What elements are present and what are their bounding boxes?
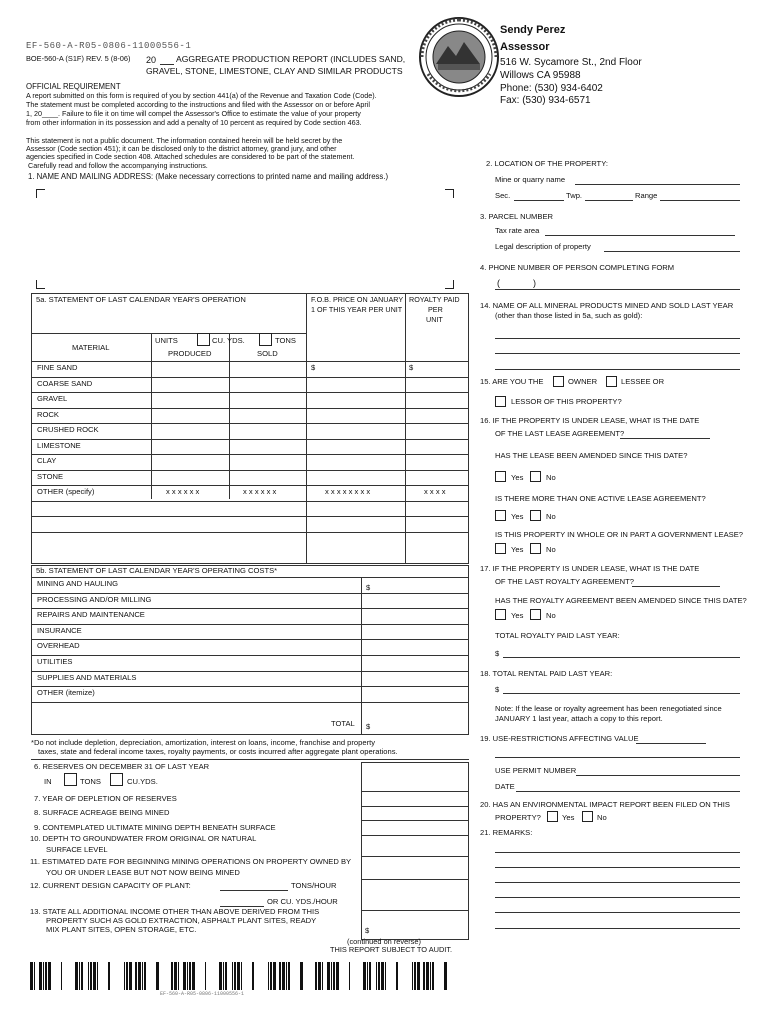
public-notice-line: agencies specified in Code section 408. Attached schedules are considered to be part of the statement. xyxy=(26,152,355,161)
q14-label-2: (other than those listed in 5a, such as gold): xyxy=(495,311,643,320)
x-marks-royalty: x x x x xyxy=(424,487,446,496)
barcode-bar xyxy=(232,962,233,990)
no-label: No xyxy=(546,545,556,554)
barcode-bar xyxy=(39,962,42,990)
barcode-bar xyxy=(93,962,96,990)
q8-label: 8. SURFACE ACREAGE BEING MINED xyxy=(34,808,170,817)
cost-item-label: REPAIRS AND MAINTENANCE xyxy=(37,610,145,619)
q13-label-2: PROPERTY SUCH AS GOLD EXTRACTION, ASPHALT PLANT SITES, READY xyxy=(46,916,317,925)
tons-per-hour-field[interactable] xyxy=(220,890,288,891)
table-divider xyxy=(151,333,152,499)
barcode-bar xyxy=(43,962,44,990)
groundwater-depth-field[interactable] xyxy=(362,836,468,855)
assessor-phone: Phone: (530) 934-6402 xyxy=(500,83,603,94)
q19-permit-label: USE PERMIT NUMBER xyxy=(495,766,577,775)
footnote-2: taxes, state and federal income taxes, royalty payments, or costs incurred after aggregate plant operations. xyxy=(38,747,398,756)
material-label: GRAVEL xyxy=(37,394,68,403)
official-requirement-line: The statement must be completed according to the instructions and filed with the Assessor on or before April xyxy=(26,100,370,109)
q20-label-2: PROPERTY? xyxy=(495,813,541,822)
yes-label: Yes xyxy=(511,611,524,620)
assessor-address2: Willows CA 95988 xyxy=(500,70,581,81)
cost-row-line xyxy=(31,655,469,656)
beginning-date-field[interactable] xyxy=(362,857,468,878)
address-corner xyxy=(36,280,45,289)
cost-row-line xyxy=(31,639,469,640)
barcode xyxy=(30,962,455,990)
q12-cu-hour: OR CU. YDS./HOUR xyxy=(267,897,338,906)
cost-row-line xyxy=(31,686,469,687)
assessor-title: Assessor xyxy=(500,41,550,53)
q2-range-label: Range xyxy=(635,191,658,200)
no-label: No xyxy=(546,473,556,482)
cost-item-label: SUPPLIES AND MATERIALS xyxy=(37,673,137,682)
table-divider xyxy=(229,333,230,499)
barcode-bar xyxy=(241,962,242,990)
barcode-bar xyxy=(205,962,206,990)
assessor-name: Sendy Perez xyxy=(500,24,566,36)
barcode-bar xyxy=(45,962,47,990)
mineral-products-field[interactable] xyxy=(495,353,740,354)
q16-label-1: 16. IF THE PROPERTY IS UNDER LEASE, WHAT IS THE DATE xyxy=(480,416,700,425)
barcode-bar xyxy=(189,962,191,990)
barcode-bar xyxy=(61,962,62,990)
q2-sec-label: Sec. xyxy=(495,191,511,200)
address-corner xyxy=(36,189,45,198)
barcode-bar xyxy=(412,962,413,990)
section-5a-title: 5a. STATEMENT OF LAST CALENDAR YEAR'S OPERATION xyxy=(36,295,246,304)
barcode-bar xyxy=(187,962,188,990)
county-seal-logo xyxy=(418,16,500,98)
dollar-sign: $ xyxy=(495,649,500,658)
cost-row-line xyxy=(31,593,469,594)
assessor-address1: 516 W. Sycamore St., 2nd Floor xyxy=(500,57,642,68)
public-notice-line: This statement is not a public document. The information contained herein will be held secret by the xyxy=(26,136,343,145)
barcode-bar xyxy=(315,962,317,990)
report-title-1: AGGREGATE PRODUCTION REPORT (INCLUDES SAND, xyxy=(176,54,406,64)
material-label: OTHER (specify) xyxy=(37,487,95,496)
use-permit-field[interactable] xyxy=(576,775,740,776)
tons-label: TONS xyxy=(275,336,296,345)
official-requirement-line: from other information in its possession and add a penalty of 10 percent as required by Code section 463. xyxy=(26,118,362,127)
barcode-bar xyxy=(178,962,179,990)
q2-label: 2. LOCATION OF THE PROPERTY: xyxy=(486,159,608,168)
year-blank[interactable] xyxy=(160,64,174,65)
barcode-bar xyxy=(414,962,416,990)
barcode-bar xyxy=(378,962,380,990)
fob-dollar: $ xyxy=(311,363,316,372)
table-divider xyxy=(405,293,406,564)
barcode-bar xyxy=(430,962,431,990)
remarks-field[interactable] xyxy=(495,912,740,913)
lessor-checkbox[interactable] xyxy=(495,396,506,407)
barcode-bar xyxy=(396,962,398,990)
q16-gov-label: IS THIS PROPERTY IN WHOLE OR IN PART A GOVERNMENT LEASE? xyxy=(495,530,743,539)
barcode-bar xyxy=(48,962,51,990)
q6-tons-label: TONS xyxy=(80,777,101,786)
q3-tax-rate-label: Tax rate area xyxy=(495,226,540,235)
phone-paren-open: ( xyxy=(497,278,500,288)
q11-label-1: 11. ESTIMATED DATE FOR BEGINNING MINING OPERATIONS ON PROPERTY OWNED BY xyxy=(30,857,352,866)
form-id: EF-560-A-R05-0806-11000556-1 xyxy=(26,41,192,51)
tax-rate-area-field[interactable] xyxy=(545,235,735,236)
barcode-bar xyxy=(279,962,281,990)
material-label: ROCK xyxy=(37,410,59,419)
q17-label-2: OF THE LAST ROYALTY AGREEMENT? xyxy=(495,577,634,586)
produced-header: PRODUCED xyxy=(168,349,212,358)
remarks-field[interactable] xyxy=(495,852,740,853)
official-requirement-line: 1, 20____. Failure to file it on time will compel the Assessor's Office to estimate the value of your property xyxy=(26,109,361,118)
table-row-line xyxy=(31,485,469,486)
royalty-header-3: UNIT xyxy=(426,315,443,324)
dollar-sign: $ xyxy=(495,685,500,694)
fob-header-1: F.O.B. PRICE ON JANUARY xyxy=(311,295,404,304)
table-row-line xyxy=(31,470,469,471)
q13-label-1: 13. STATE ALL ADDITIONAL INCOME OTHER THAN ABOVE DERIVED FROM THIS xyxy=(30,907,320,916)
barcode-bar xyxy=(369,962,371,990)
assessor-fax: Fax: (530) 934-6571 xyxy=(500,95,591,106)
q15-lessor-label: LESSOR OF THIS PROPERTY? xyxy=(511,397,622,406)
range-field[interactable] xyxy=(660,200,740,201)
yes-label: Yes xyxy=(562,813,575,822)
gov-lease-yes-checkbox[interactable] xyxy=(495,543,506,554)
barcode-bar xyxy=(138,962,141,990)
reserves-cuyds-checkbox[interactable] xyxy=(110,773,123,786)
q1-label: 1. NAME AND MAILING ADDRESS: (Make necessary corrections to printed name and mailing address.) xyxy=(28,172,389,181)
barcode-bar xyxy=(367,962,368,990)
barcode-bar xyxy=(331,962,332,990)
form-number: BOE-560-A (S1F) REV. 5 (8-06) xyxy=(26,54,131,63)
remarks-field[interactable] xyxy=(495,928,740,929)
barcode-bar xyxy=(376,962,377,990)
gov-lease-no-checkbox[interactable] xyxy=(530,543,541,554)
mining-depth-field[interactable] xyxy=(362,821,468,834)
reserves-tons-checkbox[interactable] xyxy=(64,773,77,786)
total-rental-field[interactable] xyxy=(503,693,740,694)
no-label: No xyxy=(546,512,556,521)
depletion-year-field[interactable] xyxy=(362,792,468,805)
mineral-products-field[interactable] xyxy=(495,369,740,370)
barcode-bar xyxy=(282,962,285,990)
q20-label-1: 20. HAS AN ENVIRONMENTAL IMPACT REPORT BEEN FILED ON THIS xyxy=(480,800,730,809)
q15-label: 15. ARE YOU THE xyxy=(480,377,544,386)
table-row-line xyxy=(31,392,469,393)
q13-label-3: MIX PLANT SITES, OPEN STORAGE, ETC. xyxy=(46,925,197,934)
q15-lessee-label: LESSEE OR xyxy=(621,377,665,386)
total-label: TOTAL xyxy=(331,719,355,728)
barcode-bar xyxy=(144,962,146,990)
barcode-bar xyxy=(423,962,425,990)
reserves-field[interactable] xyxy=(362,763,468,790)
sec-field[interactable] xyxy=(514,200,564,201)
cost-item-label: MINING AND HAULING xyxy=(37,579,119,588)
barcode-bar xyxy=(90,962,92,990)
additional-income-field[interactable] xyxy=(362,911,468,939)
table-row-line xyxy=(31,423,469,424)
x-marks-produced: x x x x x x xyxy=(166,487,200,496)
barcode-bar xyxy=(156,962,159,990)
barcode-bar xyxy=(333,962,335,990)
royalty-amended-yes-checkbox[interactable] xyxy=(495,609,506,620)
q3-label: 3. PARCEL NUMBER xyxy=(480,212,554,221)
total-dollar: $ xyxy=(366,722,371,731)
x-marks-sold: x x x x x x xyxy=(243,487,277,496)
q6-in-label: IN xyxy=(44,777,52,786)
q13-dollar: $ xyxy=(365,926,370,935)
table-divider xyxy=(306,293,307,564)
q10-label-2: SURFACE LEVEL xyxy=(46,845,108,854)
table-row-line xyxy=(31,516,469,517)
more-lease-yes-checkbox[interactable] xyxy=(495,510,506,521)
report-title-2: GRAVEL, STONE, LIMESTONE, CLAY AND SIMILAR PRODUCTS xyxy=(146,66,403,76)
royalty-header-2: PER xyxy=(428,305,443,314)
barcode-bar xyxy=(142,962,143,990)
barcode-bar xyxy=(129,962,132,990)
official-requirement-line: A report submitted on this form is required of you by section 441(a) of the Revenue and Taxation Code (Code). xyxy=(26,91,377,100)
q16-amended-label: HAS THE LEASE BEEN AMENDED SINCE THIS DATE? xyxy=(495,451,688,460)
yes-label: Yes xyxy=(511,545,524,554)
q6-cuyds-label: CU.YDS. xyxy=(127,777,158,786)
barcode-bar xyxy=(385,962,386,990)
barcode-bar xyxy=(174,962,177,990)
q2-mine-label: Mine or quarry name xyxy=(495,175,566,184)
barcode-bar xyxy=(126,962,128,990)
royalty-date-field[interactable] xyxy=(632,586,720,587)
cost-item-label: INSURANCE xyxy=(37,626,82,635)
tons-checkbox[interactable] xyxy=(259,333,272,346)
address-corner xyxy=(445,280,454,289)
barcode-bar xyxy=(237,962,240,990)
barcode-bar xyxy=(108,962,110,990)
q16-label-2: OF THE LAST LEASE AGREEMENT? xyxy=(495,429,625,438)
table-row-line xyxy=(31,439,469,440)
units-label: UNITS xyxy=(155,336,178,345)
q18-note-1: Note: If the lease or royalty agreement has been renegotiated since xyxy=(495,704,722,713)
legal-description-field[interactable] xyxy=(604,251,740,252)
lease-date-field[interactable] xyxy=(620,438,710,439)
material-label: FINE SAND xyxy=(37,363,78,372)
public-notice-line: Carefully read and follow the accompanying instructions. xyxy=(28,161,208,170)
remarks-field[interactable] xyxy=(495,867,740,868)
lease-amended-no-checkbox[interactable] xyxy=(530,471,541,482)
barcode-bar xyxy=(223,962,224,990)
q19-date-label: DATE xyxy=(495,782,515,791)
no-label: No xyxy=(546,611,556,620)
barcode-bar xyxy=(97,962,98,990)
barcode-bar xyxy=(183,962,186,990)
no-label: No xyxy=(597,813,607,822)
q17-amended-label: HAS THE ROYALTY AGREEMENT BEEN AMENDED SINCE THIS DATE? xyxy=(495,596,747,605)
material-label: COARSE SAND xyxy=(37,379,93,388)
barcode-bar xyxy=(349,962,350,990)
q15-owner-label: OWNER xyxy=(568,377,598,386)
barcode-bar xyxy=(75,962,78,990)
barcode-text: EF-560-A-R05-0806-11000556-1 xyxy=(160,991,245,997)
cu-yds-checkbox[interactable] xyxy=(197,333,210,346)
section-divider xyxy=(31,759,469,760)
eir-no-checkbox[interactable] xyxy=(582,811,593,822)
q12-label: 12. CURRENT DESIGN CAPACITY OF PLANT: xyxy=(30,881,191,890)
barcode-bar xyxy=(192,962,195,990)
twp-field[interactable] xyxy=(585,200,633,201)
table-row-line xyxy=(31,454,469,455)
material-label: CRUSHED ROCK xyxy=(37,425,99,434)
material-label: LIMESTONE xyxy=(37,441,81,450)
table-row-line xyxy=(31,361,469,362)
mineral-products-field[interactable] xyxy=(495,338,740,339)
material-label: STONE xyxy=(37,472,64,481)
barcode-bar xyxy=(381,962,384,990)
barcode-bar xyxy=(79,962,80,990)
year-prefix: 20 xyxy=(146,55,157,65)
table-divider xyxy=(361,577,362,735)
yes-label: Yes xyxy=(511,512,524,521)
barcode-bar xyxy=(219,962,222,990)
barcode-bar xyxy=(318,962,321,990)
mine-name-field[interactable] xyxy=(575,184,740,185)
q6-label: 6. RESERVES ON DECEMBER 31 OF LAST YEAR xyxy=(34,762,210,771)
barcode-bar xyxy=(252,962,254,990)
material-header: MATERIAL xyxy=(72,343,110,352)
eir-yes-checkbox[interactable] xyxy=(547,811,558,822)
q4-label: 4. PHONE NUMBER OF PERSON COMPLETING FORM xyxy=(480,263,675,272)
q16-more-label: IS THERE MORE THAN ONE ACTIVE LEASE AGREEMENT? xyxy=(495,494,706,503)
answer-divider xyxy=(361,879,469,880)
barcode-bar xyxy=(88,962,89,990)
barcode-bar xyxy=(300,962,303,990)
barcode-bar xyxy=(273,962,276,990)
royalty-header-1: ROYALTY PAID xyxy=(409,295,460,304)
q2-twp-label: Twp. xyxy=(566,191,583,200)
cost-row-line xyxy=(31,671,469,672)
official-requirement-heading: OFFICIAL REQUIREMENT xyxy=(26,82,121,91)
barcode-bar xyxy=(268,962,269,990)
remarks-field[interactable] xyxy=(495,882,740,883)
section-5b-table xyxy=(31,565,469,735)
q10-label-1: 10. DEPTH TO GROUNDWATER FROM ORIGINAL OR NATURAL xyxy=(30,834,257,843)
q18-label: 18. TOTAL RENTAL PAID LAST YEAR: xyxy=(480,669,613,678)
q7-label: 7. YEAR OF DEPLETION OF RESERVES xyxy=(34,794,177,803)
more-lease-no-checkbox[interactable] xyxy=(530,510,541,521)
cost-item-label: UTILITIES xyxy=(37,657,73,666)
barcode-bar xyxy=(270,962,272,990)
cost-item-label: PROCESSING AND/OR MILLING xyxy=(37,595,152,604)
total-royalty-field[interactable] xyxy=(503,657,740,658)
barcode-bar xyxy=(288,962,290,990)
table-row-line xyxy=(31,377,469,378)
lease-amended-yes-checkbox[interactable] xyxy=(495,471,506,482)
continued-note: (continued on reverse) xyxy=(347,937,421,946)
barcode-bar xyxy=(81,962,83,990)
section-5b-title: 5b. STATEMENT OF LAST CALENDAR YEAR'S OPERATING COSTS* xyxy=(36,566,278,575)
q19-label: 19. USE-RESTRICTIONS AFFECTING VALUE xyxy=(480,734,639,743)
address-corner xyxy=(445,189,454,198)
fob-header-2: 1 OF THIS YEAR PER UNIT xyxy=(311,305,403,314)
cost-row-line xyxy=(31,608,469,609)
barcode-bar xyxy=(322,962,323,990)
q14-label-1: 14. NAME OF ALL MINERAL PRODUCTS MINED AND SOLD LAST YEAR xyxy=(480,301,734,310)
phone-number-field[interactable] xyxy=(495,289,740,290)
remarks-field[interactable] xyxy=(495,897,740,898)
lessee-checkbox[interactable] xyxy=(606,376,617,387)
barcode-bar xyxy=(417,962,420,990)
cost-row-line xyxy=(31,702,469,703)
table-row-line xyxy=(31,501,469,502)
table-row-line xyxy=(31,532,469,533)
table-row-line xyxy=(31,408,469,409)
public-notice-line: Assessor (Code section 451); it can be disclosed only to the district attorney, grand jury, and other xyxy=(26,144,337,153)
mailing-address-field[interactable] xyxy=(46,199,442,277)
barcode-bar xyxy=(234,962,236,990)
barcode-bar xyxy=(432,962,434,990)
cu-yds-label: CU. YDS. xyxy=(212,336,245,345)
cost-item-label: OTHER (itemize) xyxy=(37,688,95,697)
barcode-bar xyxy=(171,962,173,990)
q12-tons-hour: TONS/HOUR xyxy=(291,881,337,890)
acreage-field[interactable] xyxy=(362,807,468,819)
phone-paren-close: ) xyxy=(533,278,536,288)
q11-label-2: YOU OR UNDER LEASE BUT NOT NOW BEING MINED xyxy=(46,868,240,877)
audit-note: THIS REPORT SUBJECT TO AUDIT. xyxy=(330,945,453,954)
barcode-bar xyxy=(135,962,137,990)
royalty-dollar: $ xyxy=(409,363,414,372)
cost-row-line xyxy=(31,577,469,578)
barcode-bar xyxy=(336,962,339,990)
barcode-bar xyxy=(34,962,35,990)
x-marks-fob: x x x x x x x x xyxy=(325,487,371,496)
use-restrictions-field[interactable] xyxy=(495,757,740,758)
barcode-bar xyxy=(444,962,447,990)
q21-label: 21. REMARKS: xyxy=(480,828,533,837)
q17-label-1: 17. IF THE PROPERTY IS UNDER LEASE, WHAT IS THE DATE xyxy=(480,564,700,573)
royalty-amended-no-checkbox[interactable] xyxy=(530,609,541,620)
permit-date-field[interactable] xyxy=(516,791,740,792)
barcode-bar xyxy=(327,962,330,990)
q3-legal-label: Legal description of property xyxy=(495,242,591,251)
yes-label: Yes xyxy=(511,473,524,482)
q9-label: 9. CONTEMPLATED ULTIMATE MINING DEPTH BENEATH SURFACE xyxy=(34,823,276,832)
footnote-1: *Do not include depletion, depreciation, amortization, interest on loans, income, franchise and property xyxy=(31,738,376,747)
q18-note-2: JANUARY 1 last year, attach a copy to this report. xyxy=(495,714,663,723)
barcode-bar xyxy=(30,962,33,990)
material-label: CLAY xyxy=(37,456,57,465)
owner-checkbox[interactable] xyxy=(553,376,564,387)
use-restrictions-field[interactable] xyxy=(636,743,706,744)
barcode-bar xyxy=(124,962,125,990)
barcode-bar xyxy=(363,962,366,990)
q17-total-label: TOTAL ROYALTY PAID LAST YEAR: xyxy=(495,631,620,640)
sold-header: SOLD xyxy=(257,349,278,358)
cost-item-label: OVERHEAD xyxy=(37,641,80,650)
barcode-bar xyxy=(426,962,429,990)
cost-row-line xyxy=(31,624,469,625)
barcode-bar xyxy=(286,962,287,990)
barcode-bar xyxy=(225,962,227,990)
cost-dollar: $ xyxy=(366,583,371,592)
